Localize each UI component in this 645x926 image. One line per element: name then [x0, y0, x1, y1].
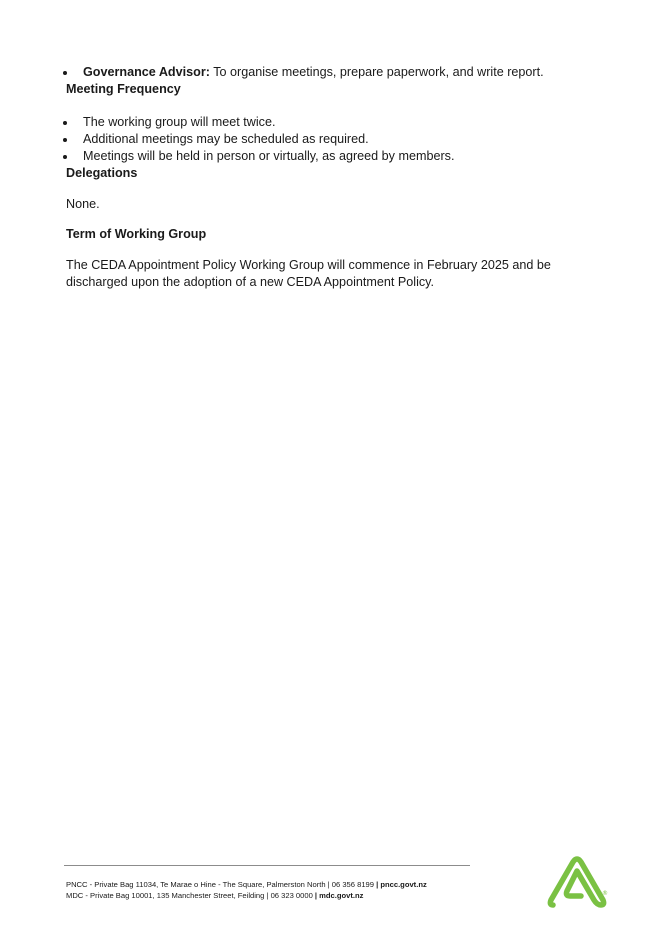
delegations-heading: Delegations [66, 166, 138, 180]
bullet-icon [63, 138, 67, 142]
page-content [66, 64, 566, 291]
list-item [66, 131, 566, 148]
pncc-website-link[interactable]: pncc.govt.nz [378, 880, 427, 889]
roles-list [66, 64, 566, 81]
footer-contacts [66, 879, 427, 901]
list-item-text: Additional meetings may be scheduled as required. [83, 132, 369, 146]
pncc-separator: | [376, 880, 379, 889]
bullet-icon [63, 121, 67, 125]
list-item [66, 148, 566, 165]
list-item-text: The working group will meet twice. [83, 115, 276, 129]
registered-mark: ® [602, 890, 608, 897]
council-logo-icon [545, 855, 609, 911]
footer-line-pncc [66, 879, 427, 890]
list-item [66, 64, 566, 81]
logo-chevron-shape [550, 859, 603, 905]
bullet-icon [63, 71, 67, 75]
list-item [66, 114, 566, 131]
footer-divider [64, 865, 470, 866]
governance-advisor-text: To organise meetings, prepare paperwork, and write report. [209, 65, 544, 79]
mdc-separator: | [314, 891, 318, 900]
footer-line-mdc [66, 890, 427, 901]
delegations-text: None. [66, 197, 100, 211]
term-text: The CEDA Appointment Policy Working Group will commence in February 2025 and be discharged upon the adoption of a new CEDA Appointment Policy. [66, 258, 551, 289]
bullet-icon [63, 155, 67, 159]
mdc-address: MDC - Private Bag 10001, 135 Manchester Street, Feilding | 06 323 0000 [66, 891, 315, 900]
pncc-address: PNCC - Private Bag 11034, Te Marae o Hine - The Square, Palmerston North | 06 356 8199 [66, 880, 377, 889]
term-heading: Term of Working Group [66, 227, 207, 241]
meeting-frequency-list [66, 114, 566, 165]
list-item-text: Meetings will be held in person or virtually, as agreed by members. [83, 149, 455, 163]
mdc-website-link[interactable]: mdc.govt.nz [317, 891, 364, 900]
meeting-frequency-heading: Meeting Frequency [66, 82, 181, 96]
governance-advisor-label: Governance Advisor: [83, 65, 210, 79]
